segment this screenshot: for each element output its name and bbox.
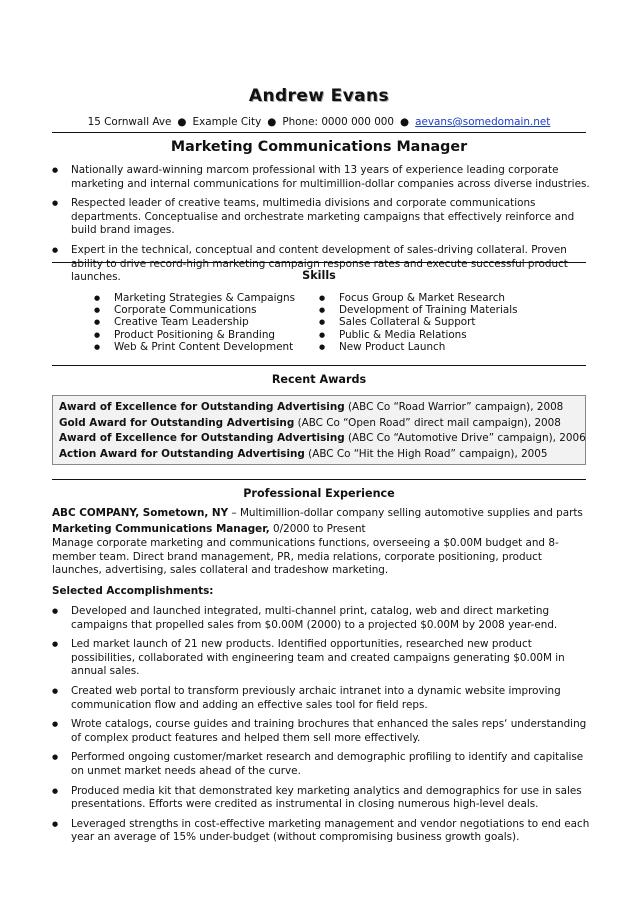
divider [52, 132, 586, 133]
award-name: Gold Award for Outstanding Advertising [59, 416, 295, 429]
award-item [59, 431, 586, 447]
skill-item: ● Web & Print Content Development [94, 341, 324, 353]
role-dates: 0/2000 to Present [269, 523, 366, 535]
award-name: Award of Excellence for Outstanding Advertising [59, 432, 345, 445]
accomplishments-heading: Selected Accomplishments: [52, 585, 214, 597]
divider [52, 262, 586, 263]
award-name: Action Award for Outstanding Advertising [59, 448, 305, 461]
skills-right-list [319, 292, 549, 353]
address: 15 Cornwall Ave [87, 116, 172, 128]
skill-item: ● Marketing Strategies & Campaigns [94, 292, 324, 304]
skill-item: ● Corporate Communications [94, 304, 324, 316]
separator-dot: ● [267, 116, 277, 128]
award-detail: (ABC Co “Automotive Drive” campaign), 2006 [344, 432, 586, 445]
candidate-name: Andrew Evans [248, 86, 390, 106]
award-item [59, 447, 579, 463]
divider [52, 365, 586, 366]
skill-item: ● Creative Team Leadership [94, 316, 324, 328]
company-line [52, 507, 592, 521]
award-detail: (ABC Co “Open Road” direct mail campaign), 2008 [294, 416, 561, 429]
skill-item: ● Focus Group & Market Research [319, 292, 549, 304]
accomplishment-item: ● Wrote catalogs, course guides and training brochures that enhanced the sales reps‘ understanding of complex product features and helped them sell more effectively. [52, 718, 592, 745]
awards-heading: Recent Awards [271, 373, 367, 386]
city: Example City [192, 116, 262, 128]
phone: Phone: 0000 000 000 [282, 116, 395, 128]
role-title: Marketing Communications Manager, [52, 523, 270, 535]
experience-heading: Professional Experience [243, 487, 395, 500]
separator-dot: ● [400, 116, 410, 128]
award-name: Award of Excellence for Outstanding Advertising [59, 401, 345, 413]
contact-line [0, 116, 638, 128]
accomplishment-item: ● Produced media kit that demonstrated key marketing analytics and demographics for use in sales presentations. Efforts were credited as instrumental in closing numerous high-level deals. [52, 785, 592, 812]
skill-item: ● New Product Launch [319, 341, 549, 353]
job-title: Marketing Communications Manager [170, 139, 468, 155]
summary-item: ● Respected leader of creative teams, multimedia divisions and corporate communications departments. Conceptualise and orchestrate marketing campaigns that effectively reinforce and build brand images. [52, 197, 592, 238]
awards-box [52, 395, 586, 465]
accomplishment-item: ● Performed ongoing customer/market research and demographic profiling to identify and capitalise on unmet market needs ahead of the curve. [52, 751, 592, 778]
skill-item: ● Development of Training Materials [319, 304, 549, 316]
award-item [59, 400, 579, 416]
skill-item: ● Product Positioning & Branding [94, 329, 324, 341]
company-description: – Multimillion-dollar company selling automotive supplies and parts [228, 507, 583, 519]
summary-item: ● Expert in the technical, conceptual and content development of sales-driving collateral. Proven ability to drive record-high marketing campaign response rates and execute successful product launches. [52, 244, 592, 285]
divider [52, 479, 586, 480]
skills-left-list [94, 292, 324, 353]
accomplishment-item: ● Developed and launched integrated, multi-channel print, catalog, web and direct marketing campaigns that propelled sales from $0.00M (2000) to a projected $0.00M by 2008 year-end. [52, 605, 592, 632]
award-detail: (ABC Co “Hit the High Road” campaign), 2005 [304, 448, 548, 461]
company-name: ABC COMPANY, Sometown, NY [52, 507, 229, 519]
email-link[interactable]: aevans@somedomain.net [415, 116, 551, 128]
accomplishment-item: ● Led market launch of 21 new products. Identified opportunities, researched new product possibilities, collaborated with engineering team and created campaigns generating $0.00M in annual sales. [52, 638, 592, 679]
role-line [52, 523, 592, 537]
award-item [59, 416, 579, 432]
summary-item: ● Nationally award-winning marcom professional with 13 years of experience leading corporate marketing and internal communications for multimillion-dollar companies across diverse industries. [52, 164, 592, 191]
skill-item: ● Public & Media Relations [319, 329, 549, 341]
separator-dot: ● [177, 116, 187, 128]
award-detail: (ABC Co “Road Warrior” campaign), 2008 [344, 401, 564, 413]
accomplishments-list [52, 605, 592, 851]
skills-heading: Skills [302, 269, 336, 282]
accomplishment-item: ● Leveraged strengths in cost-effective marketing management and vendor negotiations to end each year an average of 15% under-budget (without compromising business growth goals). [52, 818, 592, 845]
accomplishment-item: ● Created web portal to transform previously archaic intranet into a dynamic website improving communication flow and adding an effective sales tool for field reps. [52, 685, 592, 712]
skill-item: ● Sales Collateral & Support [319, 316, 549, 328]
role-description: Manage corporate marketing and communications functions, overseeing a $0.00M budget and 8-member team. Direct brand management, PR, media relations, corporate positioning, product launches, advertising, sales collateral and tradeshow marketing. [52, 537, 559, 577]
